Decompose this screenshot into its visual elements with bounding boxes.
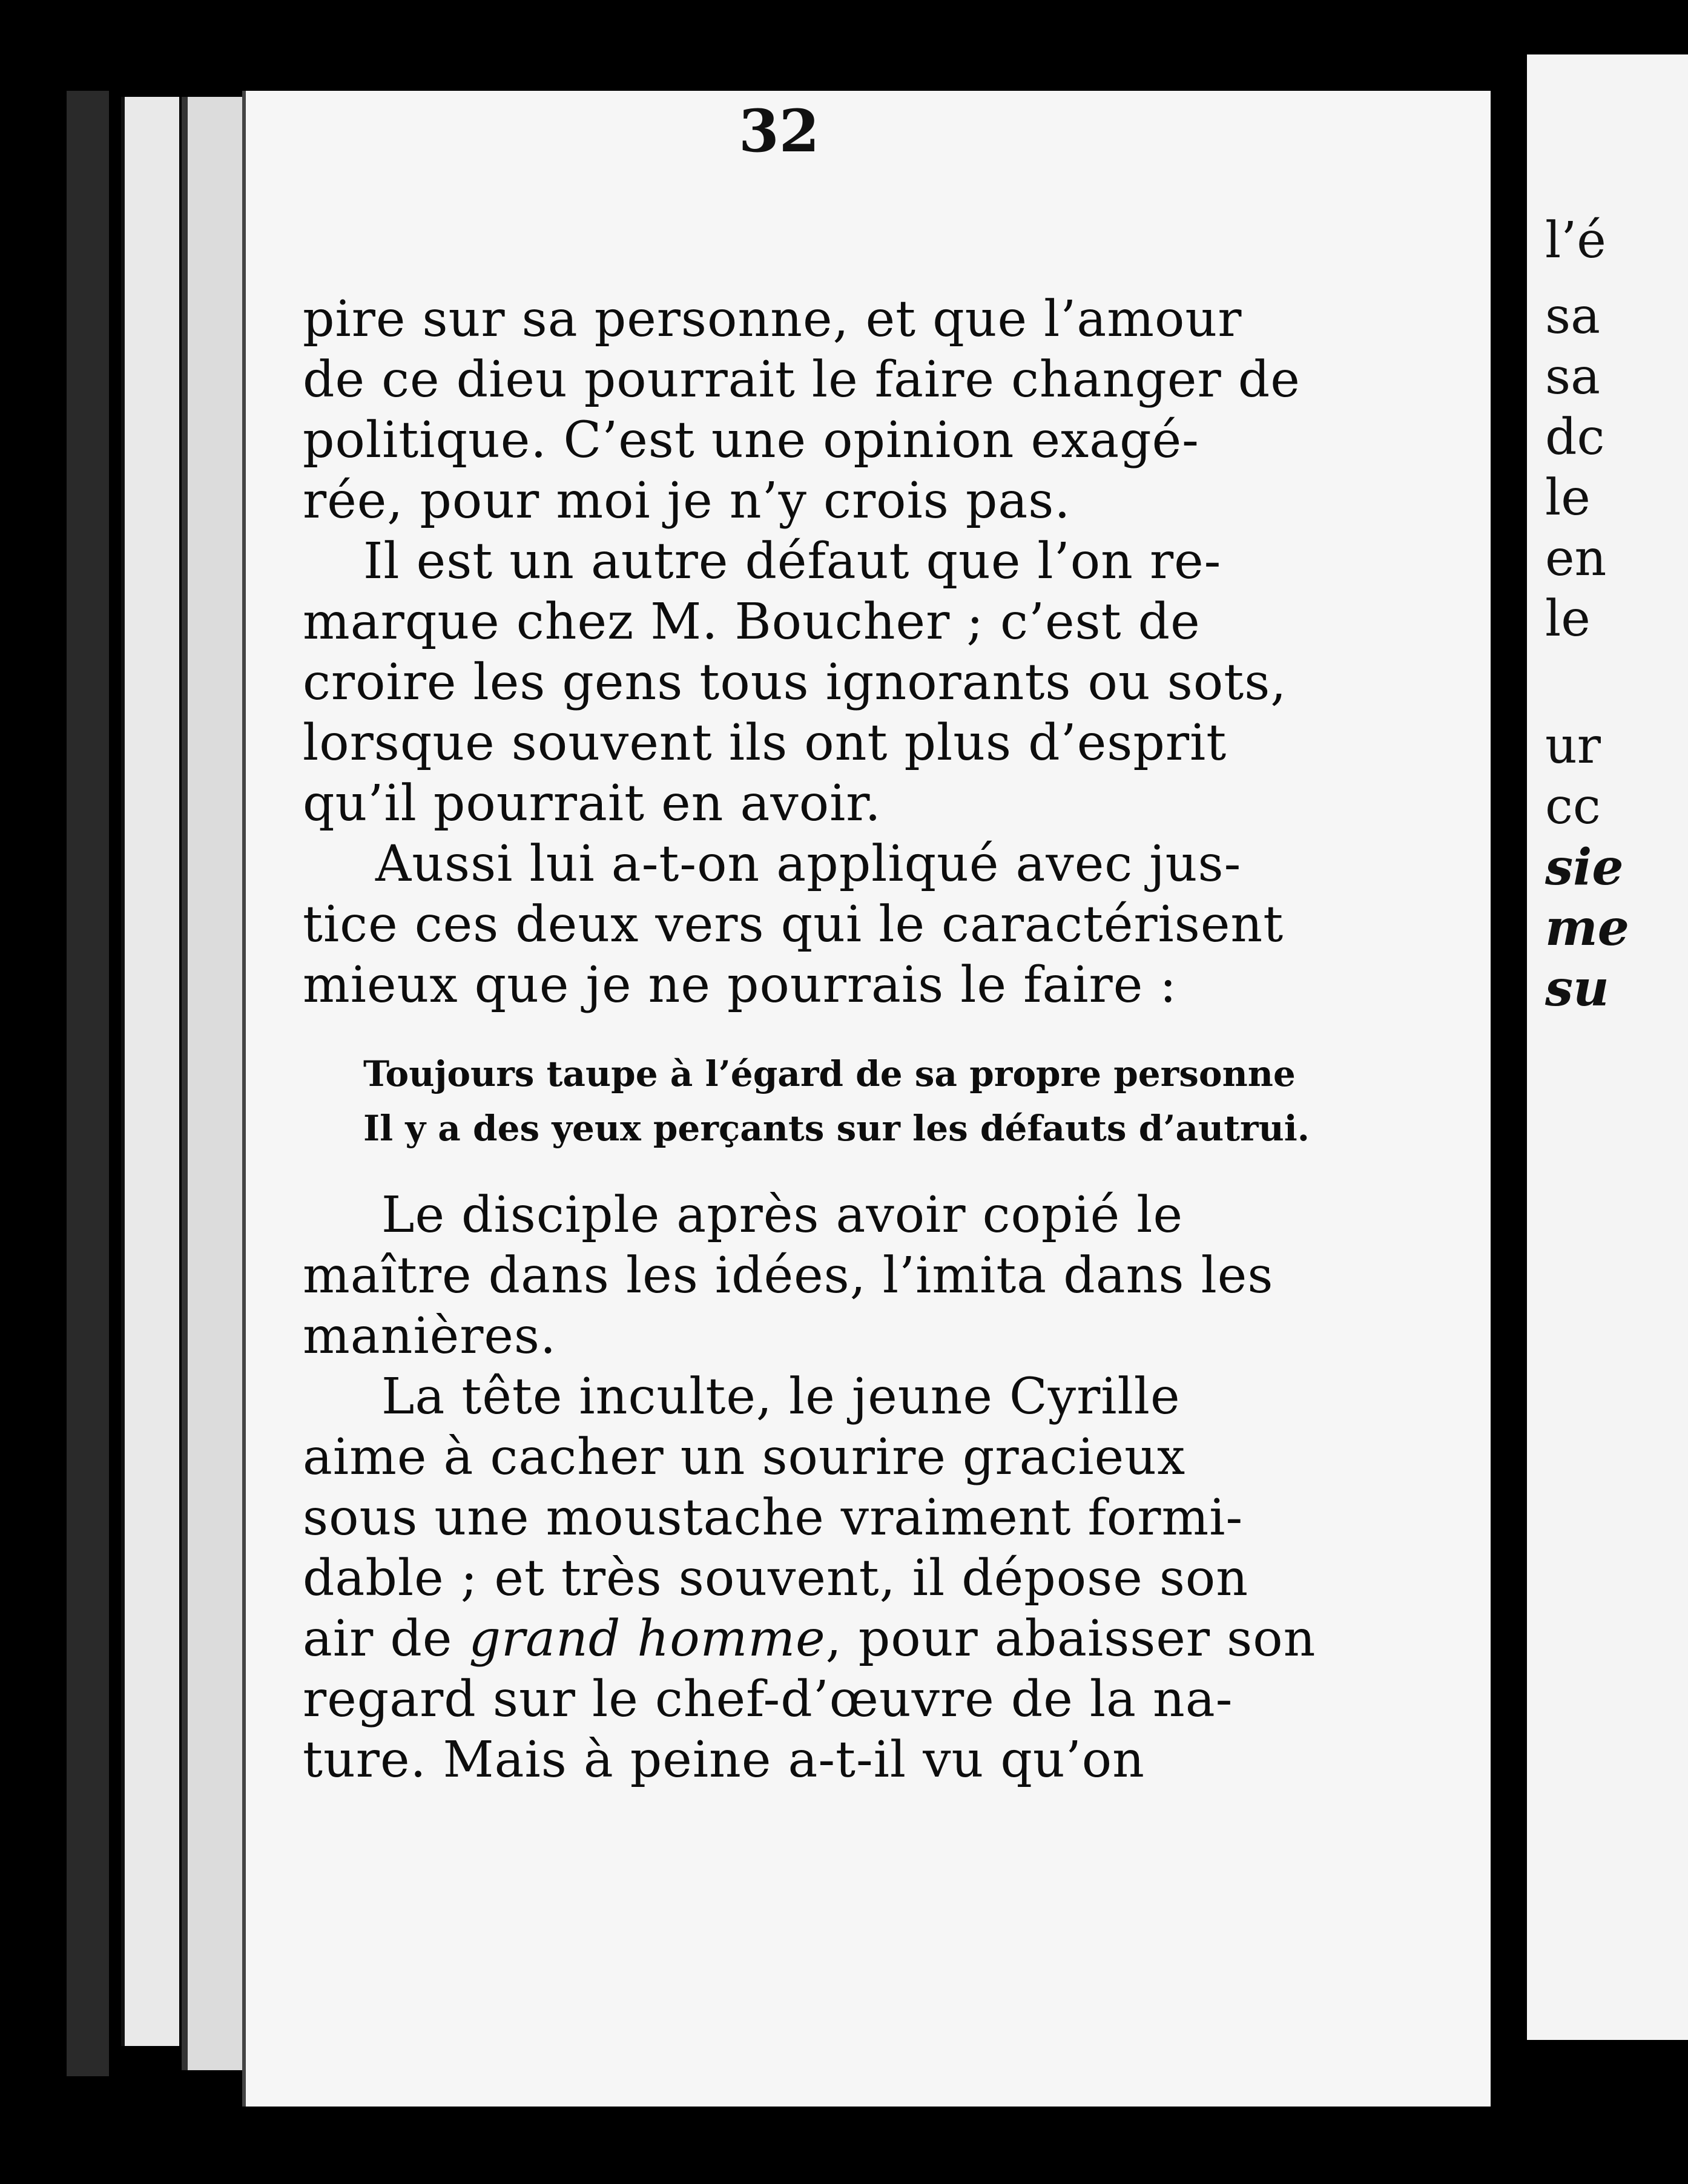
- facing-italic-line: su: [1545, 959, 1609, 1018]
- facing-line: le: [1545, 590, 1591, 648]
- text-line: lorsque souvent ils ont plus d’esprit: [303, 714, 1227, 772]
- text-line: [303, 1610, 1316, 1668]
- text-line: maître dans les idées, l’imita dans les: [303, 1247, 1274, 1304]
- text-line: marque chez M. Boucher ; c’est de: [303, 593, 1201, 651]
- text-line: croire les gens tous ignorants ou sots,: [303, 654, 1287, 711]
- facing-line: le: [1545, 469, 1591, 527]
- text-line: dable ; et très souvent, il dépose son: [303, 1550, 1249, 1607]
- facing-line: ur: [1545, 717, 1601, 775]
- text-line: Il est un autre défaut que l’on re-: [363, 533, 1222, 590]
- facing-italic-line: sie: [1545, 838, 1624, 896]
- text-line: rée, pour moi je n’y crois pas.: [303, 472, 1071, 530]
- text-fragment: , pour abaisser son: [825, 1610, 1316, 1668]
- book-gutter: [1491, 48, 1527, 2179]
- text-line: ture. Mais à peine a-t-il vu qu’on: [303, 1731, 1145, 1789]
- text-line: regard sur le chef-d’œuvre de la na-: [303, 1671, 1233, 1728]
- text-line: mieux que je ne pourrais le faire :: [303, 956, 1177, 1014]
- text-line: aime à cacher un sourire gracieux: [303, 1429, 1186, 1486]
- text-line: qu’il pourrait en avoir.: [303, 775, 882, 832]
- book-binding-edge: [121, 97, 179, 2046]
- text-line: Aussi lui a-t-on appliqué avec jus-: [375, 835, 1242, 893]
- facing-italic-line: me: [1545, 899, 1629, 957]
- text-line: La tête inculte, le jeune Cyrille: [381, 1368, 1181, 1426]
- text-line: de ce dieu pourrait le faire changer de: [303, 351, 1301, 409]
- text-fragment: air de: [303, 1610, 469, 1668]
- text-line: politique. C’est une opinion exagé-: [303, 412, 1199, 469]
- verse-line: Il y a des yeux perçants sur les défauts d’autrui.: [363, 1108, 1310, 1149]
- verse-line: Toujours taupe à l’égard de sa propre personne: [363, 1053, 1296, 1094]
- facing-line: sa: [1545, 288, 1600, 345]
- book-binding-dark: [67, 91, 109, 2076]
- facing-line: dc: [1545, 409, 1605, 466]
- text-line: Le disciple après avoir copié le: [381, 1186, 1183, 1244]
- facing-line: sa: [1545, 348, 1600, 406]
- text-line: tice ces deux vers qui le caractérisent: [303, 896, 1284, 953]
- facing-line: l’é: [1545, 212, 1606, 269]
- facing-line: en: [1545, 530, 1607, 587]
- page-number: 32: [739, 97, 820, 165]
- facing-page: [1527, 54, 1688, 2040]
- text-line: pire sur sa personne, et que l’amour: [303, 291, 1242, 348]
- text-line: sous une moustache vraiment formi-: [303, 1489, 1244, 1547]
- facing-line: cc: [1545, 778, 1601, 835]
- text-line: manières.: [303, 1307, 557, 1365]
- italic-phrase: grand homme: [469, 1610, 826, 1668]
